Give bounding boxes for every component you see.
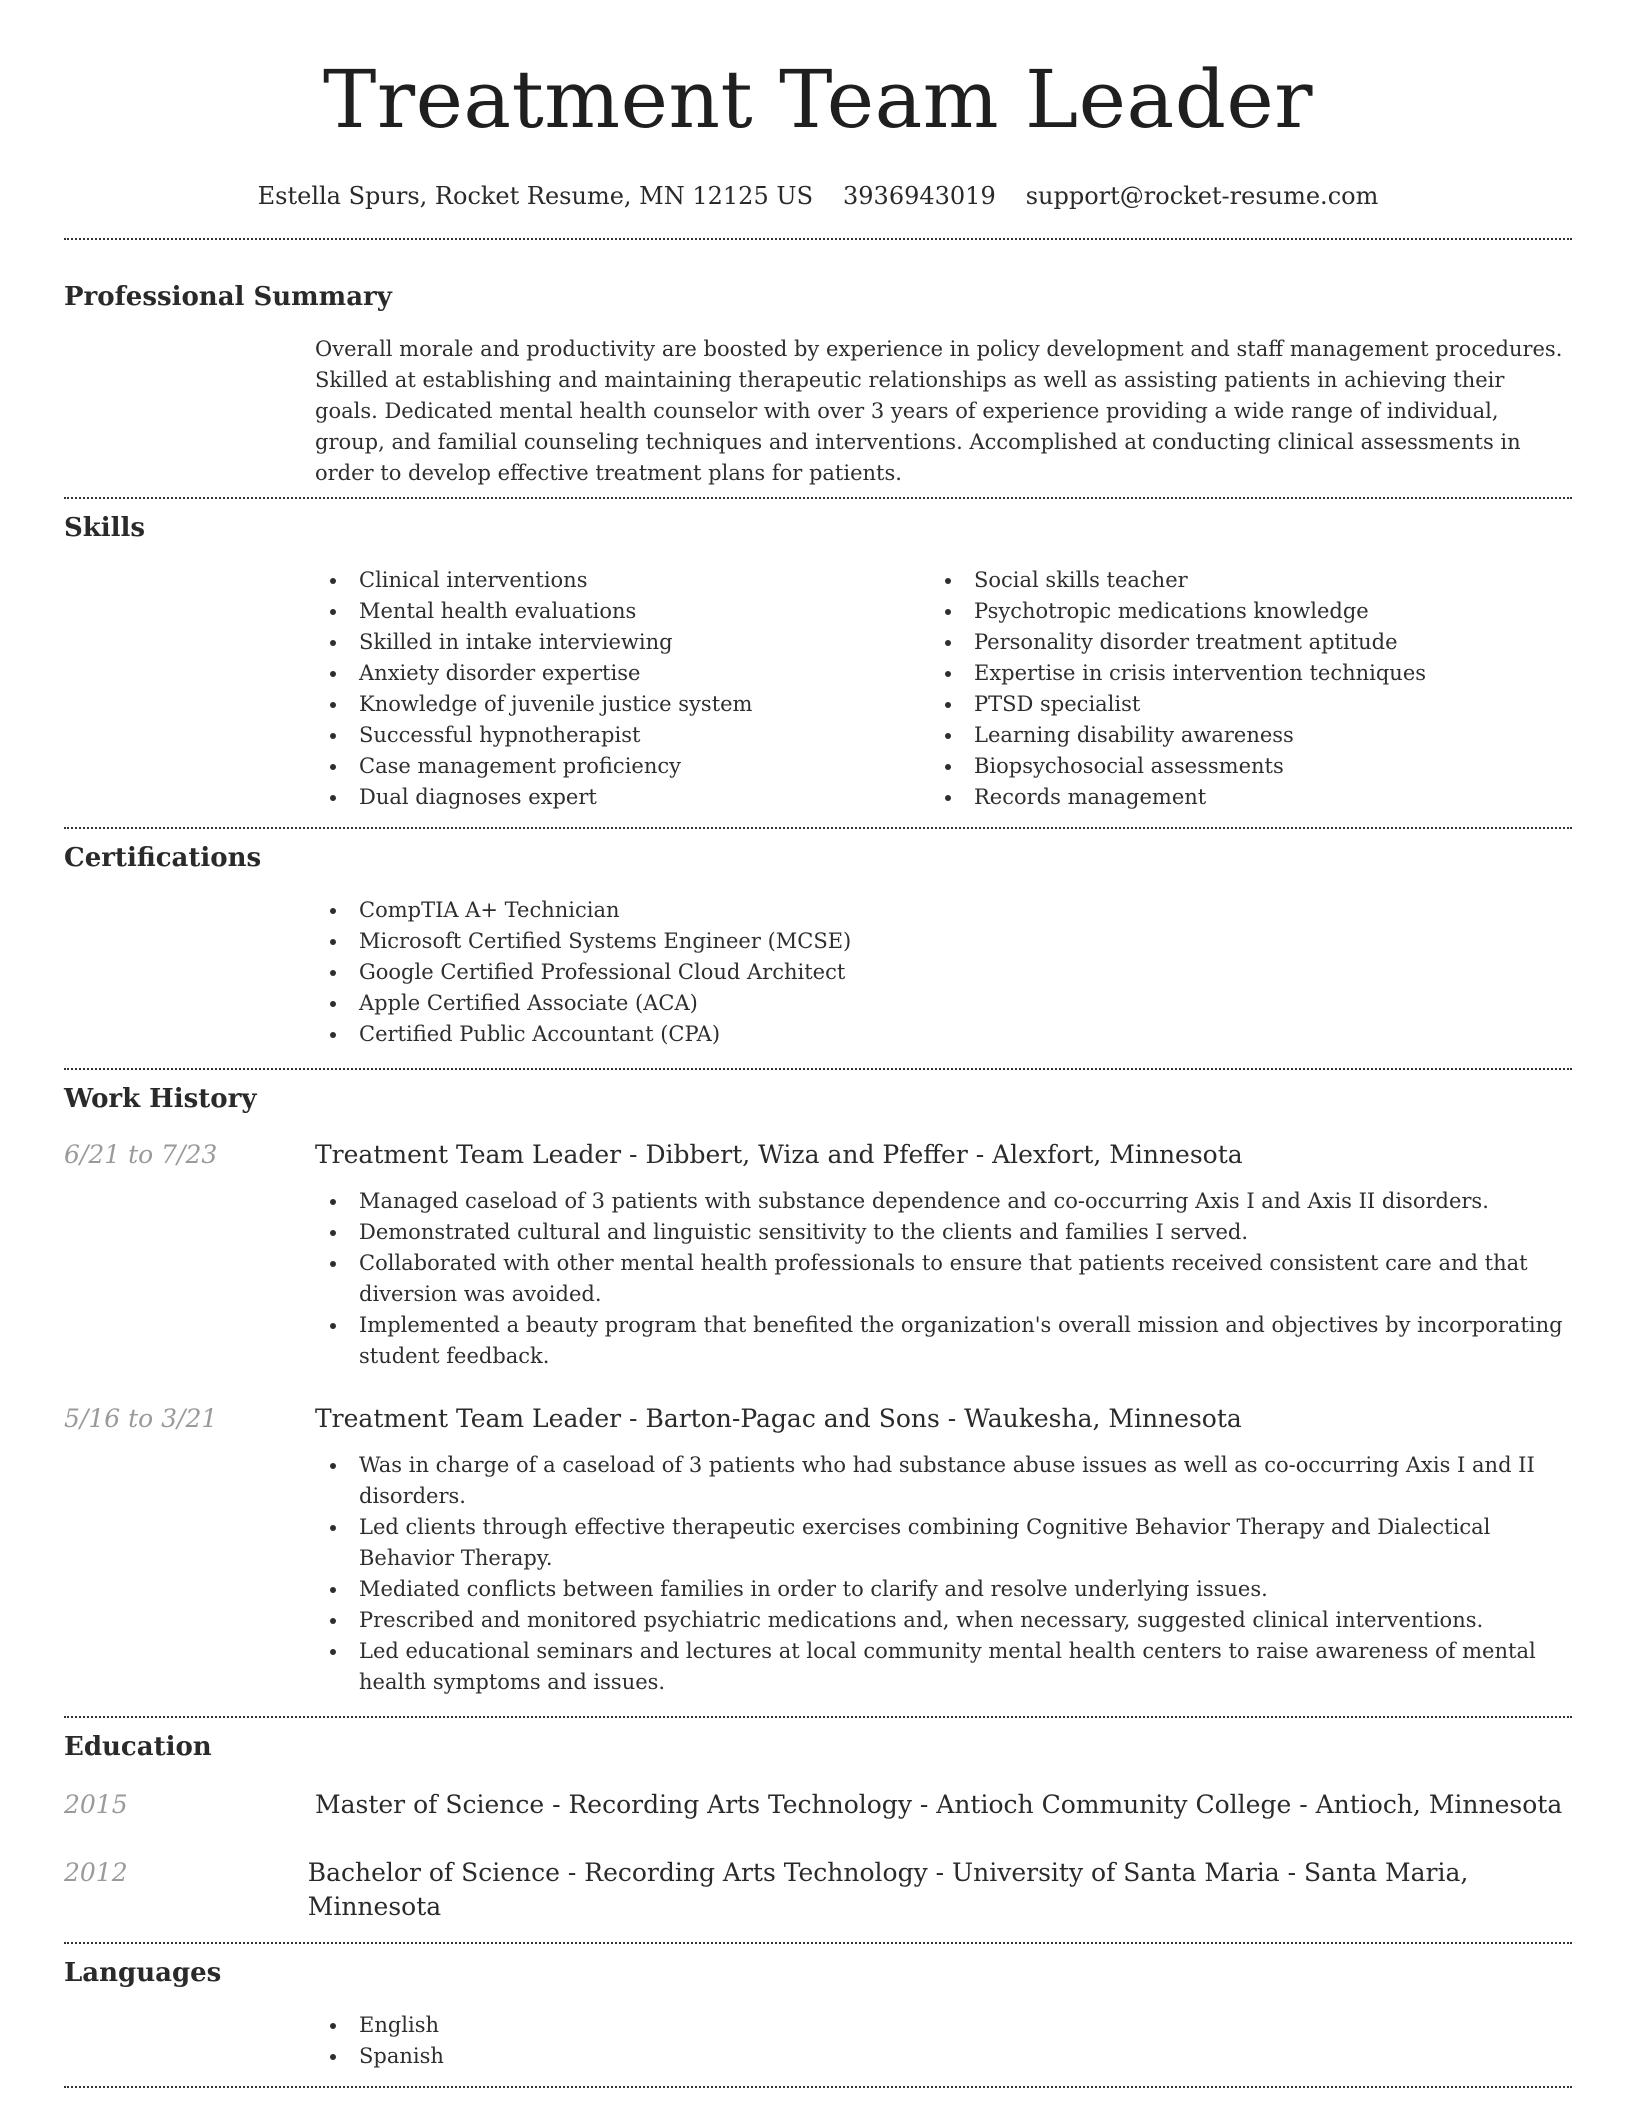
job-bullet: Collaborated with other mental health professionals to ensure that patients received consistent care and that diversion was avoided. <box>315 1248 1572 1310</box>
contact-line <box>64 180 1572 212</box>
job-bullet: Led educational seminars and lectures at local community mental health centers to raise awareness of mental health symptoms and issues. <box>315 1636 1572 1698</box>
job-title: Treatment Team Leader - Barton-Pagac and Sons - Waukesha, Minnesota <box>315 1404 1242 1433</box>
skill-item: Expertise in crisis intervention techniques <box>930 658 1545 689</box>
education-degree: Master of Science - Recording Arts Technology - Antioch Community College - Antioch, Minnesota <box>315 1790 1563 1819</box>
education-entry <box>64 1788 1572 1822</box>
education-year: 2012 <box>64 1858 128 1887</box>
job-dates: 5/16 to 3/21 <box>64 1404 218 1433</box>
job-bullet: Mediated conflicts between families in order to clarify and resolve underlying issues. <box>315 1574 1572 1605</box>
certification-item: Certified Public Accountant (CPA) <box>315 1019 1572 1050</box>
certification-item: CompTIA A+ Technician <box>315 895 1572 926</box>
languages-list <box>315 2010 1572 2072</box>
section-heading-work-history: Work History <box>64 1084 257 1114</box>
skill-item: Biopsychosocial assessments <box>930 751 1545 782</box>
resume-page <box>64 0 1572 2088</box>
skill-item: Psychotropic medications knowledge <box>930 596 1545 627</box>
section-divider <box>64 2086 1572 2088</box>
job-entry-header <box>64 1138 1572 1172</box>
certification-item: Apple Certified Associate (ACA) <box>315 988 1572 1019</box>
skills-column-right <box>930 565 1545 813</box>
skill-item: PTSD specialist <box>930 689 1545 720</box>
section-heading-education: Education <box>64 1732 212 1762</box>
skill-item: Social skills teacher <box>930 565 1545 596</box>
job-bullets <box>315 1450 1572 1698</box>
contact-address: Estella Spurs, Rocket Resume, MN 12125 US <box>257 182 814 210</box>
section-divider <box>64 238 1572 240</box>
education-degree: Bachelor of Science - Recording Arts Technology - University of Santa Maria - Santa Maria, Minnesota <box>307 1858 1469 1921</box>
job-bullet: Was in charge of a caseload of 3 patients who had substance abuse issues as well as co-occurring Axis I and II disorders. <box>315 1450 1572 1512</box>
job-bullet: Implemented a beauty program that benefited the organization's overall mission and objectives by incorporating student feedback. <box>315 1310 1572 1372</box>
certification-item: Microsoft Certified Systems Engineer (MCSE) <box>315 926 1572 957</box>
skill-item: Mental health evaluations <box>315 596 930 627</box>
skill-item: Learning disability awareness <box>930 720 1545 751</box>
skills-list <box>315 565 1572 813</box>
skill-item: Personality disorder treatment aptitude <box>930 627 1545 658</box>
contact-phone: 3936943019 <box>843 182 996 210</box>
section-divider <box>64 497 1572 499</box>
job-bullet: Led clients through effective therapeutic exercises combining Cognitive Behavior Therapy and Dialectical Behavior Therapy. <box>315 1512 1572 1574</box>
section-heading-certifications: Certifications <box>64 843 262 873</box>
job-entry-header <box>64 1402 1572 1436</box>
skill-item: Case management proficiency <box>315 751 930 782</box>
education-year: 2015 <box>64 1790 128 1819</box>
skill-item: Records management <box>930 782 1545 813</box>
job-bullet: Demonstrated cultural and linguistic sensitivity to the clients and families I served. <box>315 1217 1572 1248</box>
job-bullet: Managed caseload of 3 patients with substance dependence and co-occurring Axis I and Axis II disorders. <box>315 1186 1572 1217</box>
education-entry <box>64 1856 1572 1924</box>
section-heading-skills: Skills <box>64 513 146 543</box>
section-divider <box>64 827 1572 829</box>
skill-item: Skilled in intake interviewing <box>315 627 930 658</box>
certifications-list <box>315 895 1572 1050</box>
skill-item: Knowledge of juvenile justice system <box>315 689 930 720</box>
job-bullets <box>315 1186 1572 1372</box>
certification-item: Google Certified Professional Cloud Architect <box>315 957 1572 988</box>
skills-column-left <box>315 565 930 813</box>
section-divider <box>64 1068 1572 1070</box>
job-dates: 6/21 to 7/23 <box>64 1140 218 1169</box>
skill-item: Dual diagnoses expert <box>315 782 930 813</box>
job-bullet: Prescribed and monitored psychiatric medications and, when necessary, suggested clinical interventions. <box>315 1605 1572 1636</box>
section-heading-summary: Professional Summary <box>64 282 392 312</box>
summary-text: Overall morale and productivity are boosted by experience in policy development and staff management procedures. Skilled at establishing and maintaining therapeutic relationships as well as assisting patients in achieving their goals. Dedicated mental health counselor with over 3 years of experience providing a wide range of individual, group, and familial counseling techniques and interventions. Accomplished at conducting clinical assessments in order to develop effective treatment plans for patients. <box>315 337 1563 485</box>
skill-item: Successful hypnotherapist <box>315 720 930 751</box>
language-item: English <box>315 2010 1572 2041</box>
page-title: Treatment Team Leader <box>322 53 1314 146</box>
section-divider <box>64 1716 1572 1718</box>
job-title: Treatment Team Leader - Dibbert, Wiza and Pfeffer - Alexfort, Minnesota <box>315 1140 1243 1169</box>
section-divider <box>64 1942 1572 1944</box>
section-heading-languages: Languages <box>64 1958 222 1988</box>
skill-item: Clinical interventions <box>315 565 930 596</box>
skill-item: Anxiety disorder expertise <box>315 658 930 689</box>
language-item: Spanish <box>315 2041 1572 2072</box>
contact-email: support@rocket-resume.com <box>1025 182 1379 210</box>
